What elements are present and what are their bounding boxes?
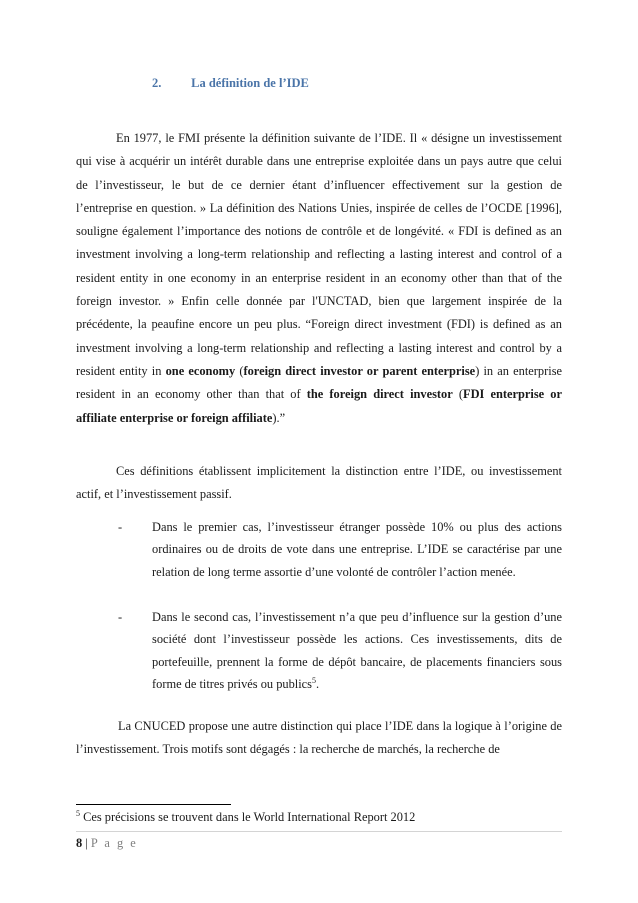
bullet-text: Dans le premier cas, l’investisseur étranger possède 10% ou plus des actions ordinaires ou de droits de vote dans une entreprise. L’IDE se caractérise par une relation de long terme assortie d’une volonté de contrôler l’action menée. [152,520,562,579]
footer-separator: | [82,836,91,850]
paragraph-cnuced [76,715,562,762]
bullet-text [152,606,562,695]
footnote-reference[interactable]: 5 [312,675,317,685]
section-heading [152,76,309,91]
bold-text: the foreign direct investor [306,387,453,402]
bold-text: foreign direct investor or parent enterprise [243,363,476,378]
section-number: 2. [152,76,162,90]
footnote-separator [76,804,231,805]
paragraph-definitions [76,127,562,430]
paragraph-text: En 1977, le FMI présente la définition suivante de l’IDE. Il « désigne un investissement qui vise à acquérir un intérêt durable dans une entreprise exploitée dans un pays autre que celui de l’investisseur, le but de ce dernier étant d’influencer effectivement sur la gestion de l’entreprise en question. » La définition des Nations Unies, inspirée de celles de l’OCDE [1996], souligne également l’importance des notions de contrôle et de longévité. « FDI is defined as an investment involving a long-term relationship and reflecting a lasting interest and control of a resident entity in one economy in an enterprise resident in an economy other than that of the foreign investor. » Enfin celle donnée par l'UNCTAD, bien que largement inspirée de la précédente, la peaufine encore un peu plus. “Foreign direct investment (FDI) is defined as an investment involving a long-term relationship and reflecting a lasting interest and control by a resident entity in [76,131,562,378]
bullet-text-end: . [316,676,320,691]
paragraph-text: La CNUCED propose une autre distinction qui place l’IDE dans la logique à l’origine de l’investissement. Trois motifs sont dégagés : la recherche de marchés, la recherche de [76,719,562,757]
bullet-item [118,516,562,583]
paragraph-text: ( [452,387,464,402]
paragraph-text: ( [235,363,244,378]
bold-text: FDI enterprise or affiliate enterprise or foreign affiliate [76,387,562,425]
bullet-dash: - [118,520,123,534]
bullet-dash: - [118,610,123,624]
footnote-text: Ces précisions se trouvent dans le World International Report 2012 [80,810,416,824]
paragraph-text: ) in an enterprise resident in an economy other than that of [76,363,563,402]
page-word: P a g e [90,836,138,850]
section-title: La définition de l’IDE [191,76,309,90]
bold-text: one economy [165,363,236,378]
page-footer [76,836,138,851]
paragraph-text: Ces définitions établissent implicitement la distinction entre l’IDE, ou investissement actif, et l’investissement passif. [76,464,562,502]
footnote [76,810,415,825]
footnote-number: 5 [76,808,80,818]
paragraph-text: ).” [272,410,286,425]
bullet-item [118,606,562,695]
footer-rule [76,831,562,832]
paragraph-distinction [76,460,562,507]
bullet-text-body: Dans le second cas, l’investissement n’a que peu d’influence sur la gestion d’une société dont l’investisseur possède les actions. Ces investissements, dits de portefeuille, prennent la forme de dépôt bancaire, de placements financiers sous forme de titres privés ou publics [152,610,562,691]
page-number: 8 [76,836,83,850]
